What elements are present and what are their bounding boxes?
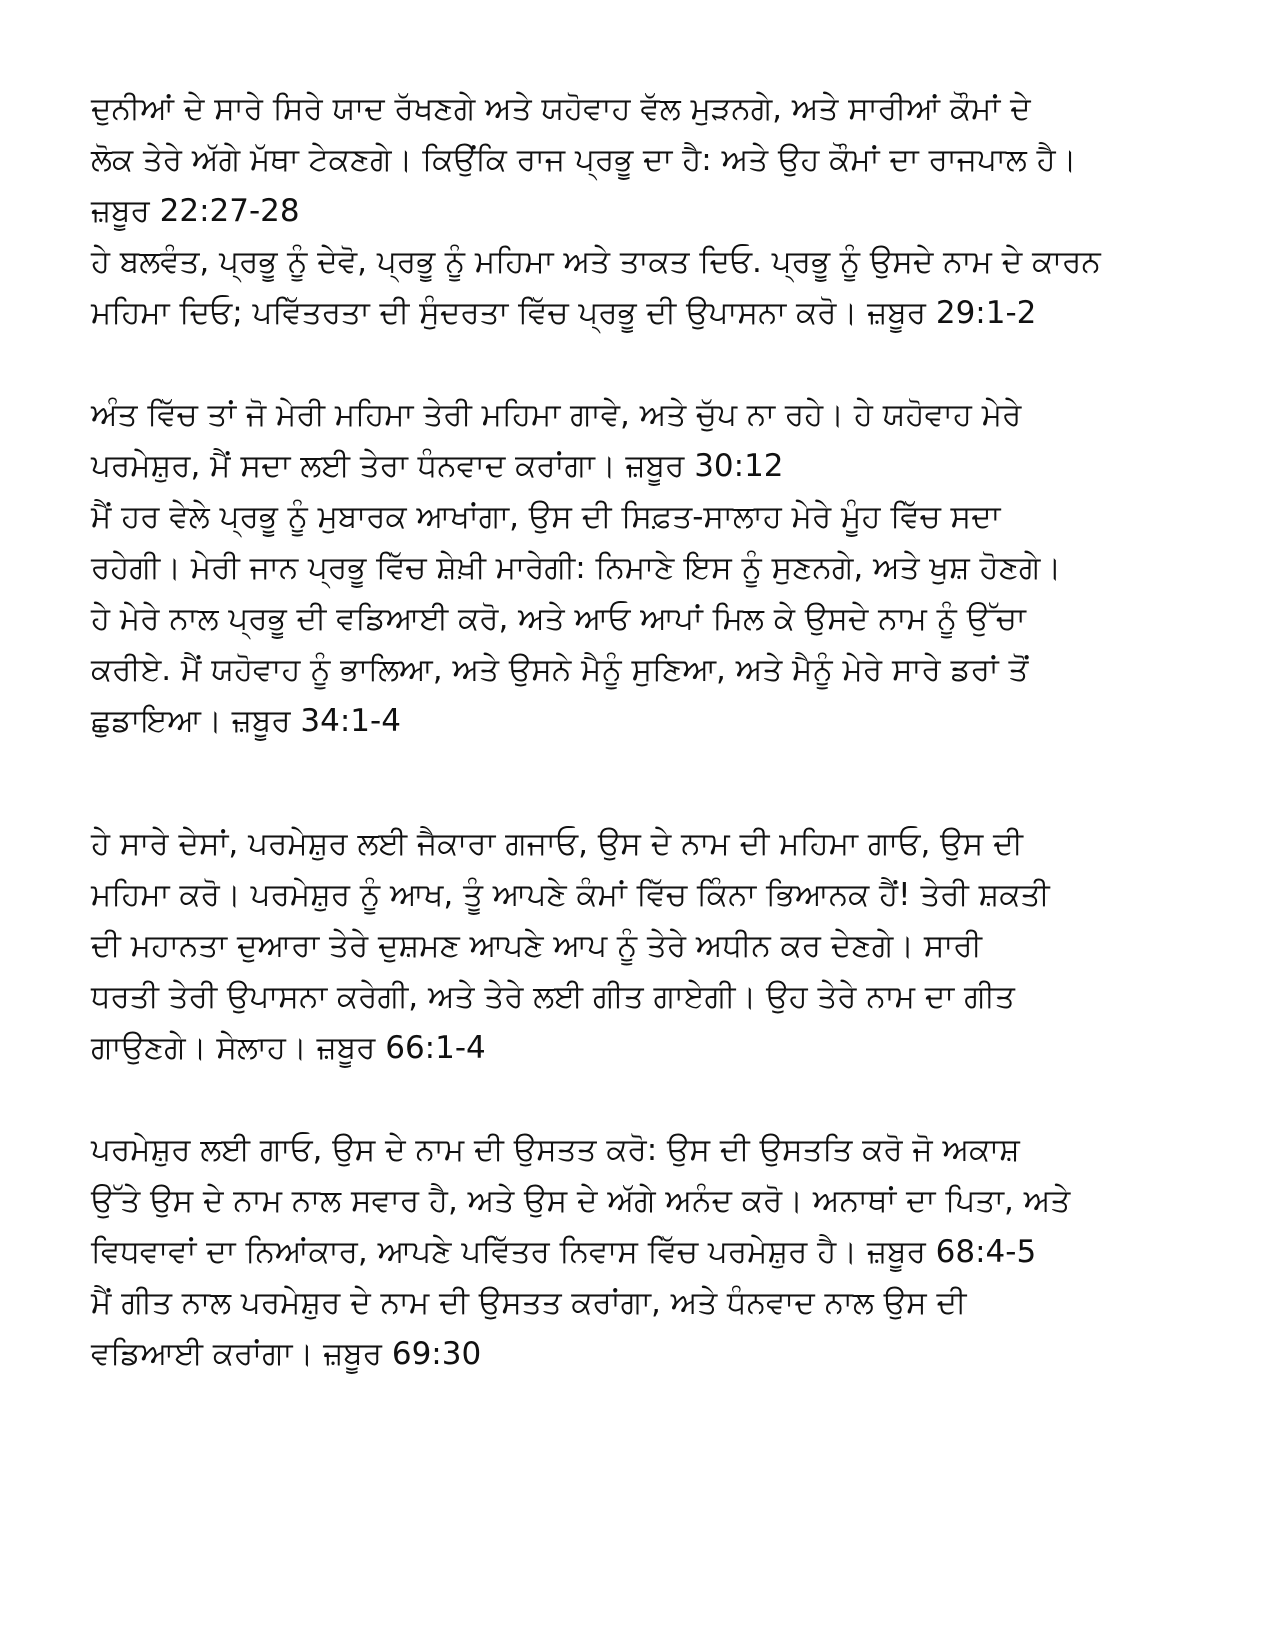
text-line: ਹੇ ਸਾਰੇ ਦੇਸਾਂ, ਪਰਮੇਸ਼ੁਰ ਲਈ ਜੈਕਾਰਾ ਗਜਾਓ, ਉਸ ਦੇ ਨਾਮ ਦੀ ਮਹਿਮਾ ਗਾਓ, ਉਸ ਦੀ [91,826,1023,862]
text-line: ਗਾਉਣਗੇ। ਸੇਲਾਹ। ਜ਼ਬੂਰ 66:1-4 [91,1030,486,1066]
text-line: ਮੈਂ ਗੀਤ ਨਾਲ ਪਰਮੇਸ਼ੁਰ ਦੇ ਨਾਮ ਦੀ ਉਸਤਤ ਕਰਾਂਗਾ, ਅਤੇ ਧੰਨਵਾਦ ਨਾਲ ਉਸ ਦੀ [91,1285,967,1321]
text-line: ਛੁਡਾਇਆ। ਜ਼ਬੂਰ 34:1-4 [91,703,401,739]
paragraph-spacer [91,747,1211,819]
text-line: ਅੰਤ ਵਿੱਚ ਤਾਂ ਜੋ ਮੇਰੀ ਮਹਿਮਾ ਤੇਰੀ ਮਹਿਮਾ ਗਾਵੇ, ਅਤੇ ਚੁੱਪ ਨਾ ਰਹੇ। ਹੇ ਯਹੋਵਾਹ ਮੇਰੇ [91,397,1022,433]
text-line: ਦੁਨੀਆਂ ਦੇ ਸਾਰੇ ਸਿਰੇ ਯਾਦ ਰੱਖਣਗੇ ਅਤੇ ਯਹੋਵਾਹ ਵੱਲ ਮੁੜਨਗੇ, ਅਤੇ ਸਾਰੀਆਂ ਕੌਮਾਂ ਦੇ [91,91,1031,127]
text-line: ਉੱਤੇ ਉਸ ਦੇ ਨਾਮ ਨਾਲ ਸਵਾਰ ਹੈ, ਅਤੇ ਉਸ ਦੇ ਅੱਗੇ ਅਨੰਦ ਕਰੋ। ਅਨਾਥਾਂ ਦਾ ਪਿਤਾ, ਅਤੇ [91,1183,1071,1219]
text-line: ਮਹਿਮਾ ਦਿਓ; ਪਵਿੱਤਰਤਾ ਦੀ ਸੁੰਦਰਤਾ ਵਿੱਚ ਪ੍ਰਭੂ ਦੀ ਉਪਾਸਨਾ ਕਰੋ। ਜ਼ਬੂਰ 29:1-2 [91,295,1037,331]
text-line: ਮਹਿਮਾ ਕਰੋ। ਪਰਮੇਸ਼ੁਰ ਨੂੰ ਆਖ, ਤੂੰ ਆਪਣੇ ਕੰਮਾਂ ਵਿੱਚ ਕਿੰਨਾ ਭਿਆਨਕ ਹੈਂ! ਤੇਰੀ ਸ਼ਕਤੀ [91,877,1050,913]
text-line: ਹੇ ਮੇਰੇ ਨਾਲ ਪ੍ਰਭੂ ਦੀ ਵਡਿਆਈ ਕਰੋ, ਅਤੇ ਆਓ ਆਪਾਂ ਮਿਲ ਕੇ ਉਸਦੇ ਨਾਮ ਨੂੰ ਉੱਚਾ [91,601,1026,637]
passage-2 [91,390,1211,747]
passage-1 [91,84,1211,339]
text-line: ਮੈਂ ਹਰ ਵੇਲੇ ਪ੍ਰਭੂ ਨੂੰ ਮੁਬਾਰਕ ਆਖਾਂਗਾ, ਉਸ ਦੀ ਸਿਫ਼ਤ-ਸਾਲਾਹ ਮੇਰੇ ਮੂੰਹ ਵਿੱਚ ਸਦਾ [91,499,1001,535]
passage-3 [91,819,1211,1074]
verse-reference: ਜ਼ਬੂਰ 22:27-28 [91,193,300,229]
text-line: ਧਰਤੀ ਤੇਰੀ ਉਪਾਸਨਾ ਕਰੇਗੀ, ਅਤੇ ਤੇਰੇ ਲਈ ਗੀਤ ਗਾਏਗੀ। ਉਹ ਤੇਰੇ ਨਾਮ ਦਾ ਗੀਤ [91,979,1015,1015]
text-line: ਕਰੀਏ. ਮੈਂ ਯਹੋਵਾਹ ਨੂੰ ਭਾਲਿਆ, ਅਤੇ ਉਸਨੇ ਮੈਨੂੰ ਸੁਣਿਆ, ਅਤੇ ਮੈਨੂੰ ਮੇਰੇ ਸਾਰੇ ਡਰਾਂ ਤੋਂ [91,652,1029,688]
text-line: ਲੋਕ ਤੇਰੇ ਅੱਗੇ ਮੱਥਾ ਟੇਕਣਗੇ। ਕਿਉਂਕਿ ਰਾਜ ਪ੍ਰਭੂ ਦਾ ਹੈ: ਅਤੇ ਉਹ ਕੌਮਾਂ ਦਾ ਰਾਜਪਾਲ ਹੈ। [91,142,1077,178]
text-line: ਰਹੇਗੀ। ਮੇਰੀ ਜਾਨ ਪ੍ਰਭੂ ਵਿੱਚ ਸ਼ੇਖ਼ੀ ਮਾਰੇਗੀ: ਨਿਮਾਣੇ ਇਸ ਨੂੰ ਸੁਣਨਗੇ, ਅਤੇ ਖੁਸ਼ ਹੋਣਗੇ। [91,550,1062,586]
text-line: ਪਰਮੇਸ਼ੁਰ ਲਈ ਗਾਓ, ਉਸ ਦੇ ਨਾਮ ਦੀ ਉਸਤਤ ਕਰੋ: ਉਸ ਦੀ ਉਸਤਤਿ ਕਰੋ ਜੋ ਅਕਾਸ਼ [91,1132,1020,1168]
passage-4 [91,1125,1211,1380]
text-line: ਵਡਿਆਈ ਕਰਾਂਗਾ। ਜ਼ਬੂਰ 69:30 [91,1336,482,1372]
document-page [91,84,1211,1380]
paragraph-spacer [91,339,1211,390]
paragraph-spacer [91,1074,1211,1125]
text-line: ਪਰਮੇਸ਼ੁਰ, ਮੈਂ ਸਦਾ ਲਈ ਤੇਰਾ ਧੰਨਵਾਦ ਕਰਾਂਗਾ। ਜ਼ਬੂਰ 30:12 [91,448,784,484]
text-line: ਦੀ ਮਹਾਨਤਾ ਦੁਆਰਾ ਤੇਰੇ ਦੁਸ਼ਮਣ ਆਪਣੇ ਆਪ ਨੂੰ ਤੇਰੇ ਅਧੀਨ ਕਰ ਦੇਣਗੇ। ਸਾਰੀ [91,928,982,964]
text-line: ਹੇ ਬਲਵੰਤ, ਪ੍ਰਭੂ ਨੂੰ ਦੇਵੋ, ਪ੍ਰਭੂ ਨੂੰ ਮਹਿਮਾ ਅਤੇ ਤਾਕਤ ਦਿਓ. ਪ੍ਰਭੂ ਨੂੰ ਉਸਦੇ ਨਾਮ ਦੇ ਕਾਰਨ [91,244,1101,280]
text-line: ਵਿਧਵਾਵਾਂ ਦਾ ਨਿਆਂਕਾਰ, ਆਪਣੇ ਪਵਿੱਤਰ ਨਿਵਾਸ ਵਿੱਚ ਪਰਮੇਸ਼ੁਰ ਹੈ। ਜ਼ਬੂਰ 68:4-5 [91,1234,1037,1270]
